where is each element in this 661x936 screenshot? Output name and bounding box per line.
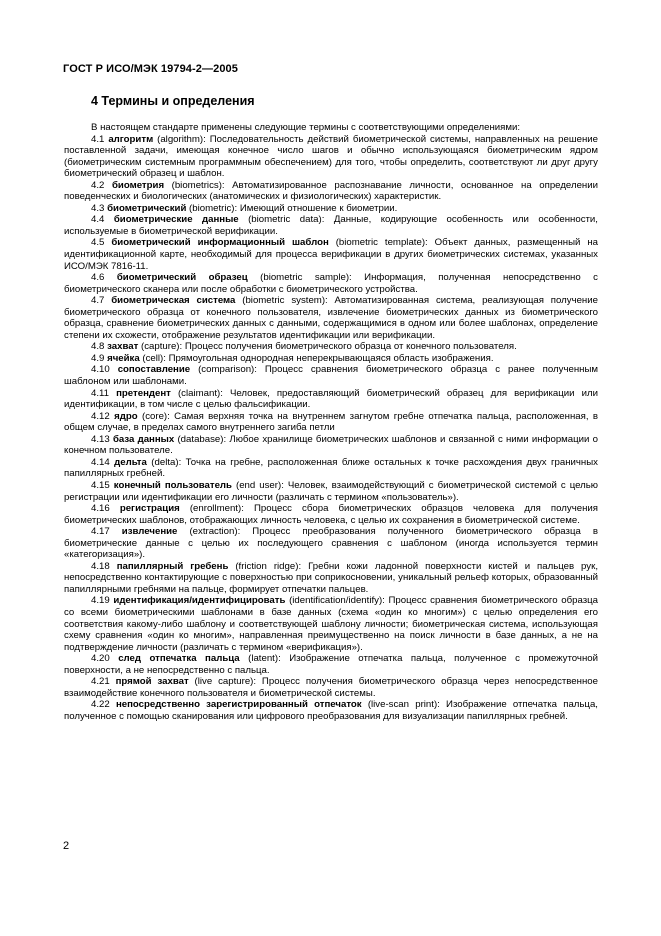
term-name: биометрический образец (116, 272, 248, 284)
term-number: 4.3 (91, 202, 105, 214)
page-number: 2 (63, 840, 70, 852)
term-entry (64, 653, 598, 676)
term-name: папиллярный гребень (116, 560, 229, 572)
term-number: 4.1 (91, 133, 105, 145)
term-number: 4.8 (91, 341, 105, 353)
term-name: захват (107, 341, 139, 353)
term-entry (64, 272, 598, 295)
term-definition: (end user): Человек, взаимодействующий с биометрической системой с целью регистрации или идентификации его личности (различать с термином «пользователь»). (64, 479, 599, 503)
term-entry (64, 561, 598, 596)
term-entry (64, 134, 598, 180)
term-definition: (capture): Процесс получения биометрического образца от конечного пользователя. (138, 341, 517, 353)
term-name: биометрическая система (111, 295, 236, 307)
term-name: сопоставление (117, 364, 191, 376)
term-entry (64, 503, 598, 526)
term-definition: (claimant): Человек, предоставляющий биометрический образец для верификации или идентификации, в том числе с целью фальсификации. (64, 387, 598, 411)
term-name: дельта (114, 456, 147, 468)
term-definition: (latent): Изображение отпечатка пальца, полученное с промежуточной поверхности, а не непосредственно с пальца. (64, 653, 598, 676)
term-name: биометрический (107, 202, 187, 214)
term-entry (64, 364, 598, 387)
term-definition: (delta): Точка на гребне, расположенная ближе остальных к точке расхождения двух граничных папиллярных гребней. (64, 456, 598, 480)
term-entry (64, 353, 598, 365)
terms-list (64, 122, 598, 722)
term-name: ячейка (107, 352, 140, 364)
term-name: регистрация (119, 503, 180, 515)
term-number: 4.19 (91, 595, 110, 607)
term-entry (64, 434, 598, 457)
term-entry (64, 457, 598, 480)
term-definition: (live capture): Процесс получения биометрического образца через непосредственное взаимодействие конечного пользователя и биометрической системы. (64, 676, 598, 699)
term-entry (64, 676, 598, 699)
term-name: биометрический информационный шаблон (111, 237, 329, 249)
term-number: 4.4 (91, 214, 105, 226)
term-definition: (identification/identify): Процесс сравнения биометрического образца со всеми биометрическими шаблонами в базе данных (схема «один ко многим») с целью определения его соответствия какому-либо шаблону и соответствующей шаблону личности; биометрическая система, использующая схему сравнения «один ко многим», направленная преимущественно на поиск личности в базе данных, а не на подтверждение личности (различать с термином «верификация»). (64, 595, 598, 653)
term-definition: (biometrics): Автоматизированное распознавание личности, основанное на определении поведенческих и биологических (анатомических и физиологических) характеристик. (64, 179, 599, 203)
term-number: 4.22 (91, 699, 110, 711)
term-definition: (core): Самая верхняя точка на внутреннем загнутом гребне отпечатка пальца, расположенная, в общем случае, в пределах самого внутреннего загиба петли (64, 410, 598, 434)
term-number: 4.16 (91, 503, 110, 515)
term-number: 4.12 (91, 410, 110, 422)
term-definition: (biometric template): Объект данных, размещенный на идентификационной карте, необходимый для процесса верификации в других биометрических системах, указанных ИСО/МЭК 7816-11. (64, 237, 598, 272)
terms-container (64, 134, 598, 723)
term-number: 4.5 (91, 237, 105, 249)
term-name: биометрические данные (113, 214, 239, 226)
term-definition: (comparison): Процесс сравнения биометрического образца с ранее полученным шаблоном или шаблонами. (64, 364, 598, 388)
term-number: 4.7 (91, 295, 105, 307)
term-definition: (live-scan print): Изображение отпечатка пальца, полученное с помощью сканирования или цифрового преобразования для визуализации папиллярных гребней. (64, 699, 598, 722)
term-name: извлечение (121, 526, 178, 538)
term-entry (64, 214, 598, 237)
term-definition: (friction ridge): Гребни кожи ладонной поверхности кистей и пальцев рук, непосредственно контактирующие с поверхностью при соприкосновении, уникальный рельеф которых, образованный папиллярными гребнями на пальце, формирует отпечатки пальцев. (64, 560, 598, 595)
term-entry (64, 180, 598, 203)
term-entry (64, 699, 598, 722)
term-number: 4.9 (91, 352, 105, 364)
term-entry (64, 480, 598, 503)
term-entry (64, 595, 598, 653)
term-definition: (biometric data): Данные, кодирующие особенность или особенности, используемые в биометрической верификации. (64, 214, 598, 237)
term-definition: (biometric system): Автоматизированная система, реализующая получение биометрического образца от конечного пользователя, извлечение биометрических данных из биометрического образца, сравнение биометрических данных с данными, содержащимися в одном или более шаблонах, определение степени их схожести, отображение результатов идентификации или верификации. (64, 295, 598, 341)
term-definition: (database): Любое хранилище биометрических шаблонов и связанной с ними информации о конечном пользователе. (64, 433, 598, 457)
term-name: конечный пользователь (113, 479, 232, 491)
term-definition: (enrollment): Процесс сбора биометрических образцов человека для получения биометрических шаблонов, отображающих личность человека, с целью их сохранения в биометрической системе. (64, 503, 598, 526)
term-entry (64, 237, 598, 272)
term-name: прямой захват (115, 676, 189, 688)
term-definition: (biometric sample): Информация, полученная непосредственно с биометрического сканера или после обработки с биометрического устройства. (64, 272, 598, 295)
intro-paragraph: В настоящем стандарте применены следующие термины с соответствующими определениями: (91, 122, 521, 133)
term-entry (64, 526, 598, 561)
term-name: след отпечатка пальца (118, 653, 240, 665)
term-number: 4.17 (91, 526, 110, 538)
term-entry (64, 388, 598, 411)
term-name: база данных (112, 433, 175, 445)
term-name: непосредственно зарегистрированный отпечаток (115, 699, 362, 711)
document-header: ГОСТ Р ИСО/МЭК 19794-2—2005 (63, 63, 238, 75)
term-number: 4.10 (91, 364, 110, 376)
term-number: 4.21 (91, 676, 110, 688)
term-entry (64, 411, 598, 434)
term-name: претендент (116, 387, 171, 399)
term-definition: (algorithm): Последовательность действий биометрической системы, направленных на решение поставленной задачи, имеющая конечное число шагов и обычно использующаяся биометрическим ядром (биометрическим системным программным обеспечением) для того, чтобы определить, соответствуют ли друг другу биометрический образец и шаблон. (64, 133, 598, 180)
term-definition: (extraction): Процесс преобразования полученного биометрического образца в биометрические данные с целью их последующего сравнения с шаблоном (иногда используется термин «категоризация»). (64, 526, 598, 561)
term-number: 4.6 (91, 272, 105, 284)
term-number: 4.14 (91, 456, 110, 468)
term-number: 4.18 (91, 560, 110, 572)
term-name: идентификация/идентифицировать (113, 595, 286, 607)
section-title: 4 Термины и определения (91, 94, 255, 108)
term-entry (64, 203, 598, 215)
term-entry (64, 295, 598, 341)
term-entry (64, 341, 598, 353)
term-number: 4.20 (91, 653, 110, 665)
term-number: 4.13 (91, 433, 110, 445)
term-number: 4.2 (91, 179, 105, 191)
term-name: алгоритм (108, 133, 154, 145)
term-number: 4.11 (91, 387, 110, 399)
term-definition: (cell): Прямоугольная однородная неперекрывающаяся область изображения. (139, 352, 494, 364)
term-definition: (biometric): Имеющий отношение к биометрии. (186, 202, 398, 214)
term-name: биометрия (111, 179, 165, 191)
term-number: 4.15 (91, 479, 110, 491)
term-name: ядро (114, 410, 138, 422)
